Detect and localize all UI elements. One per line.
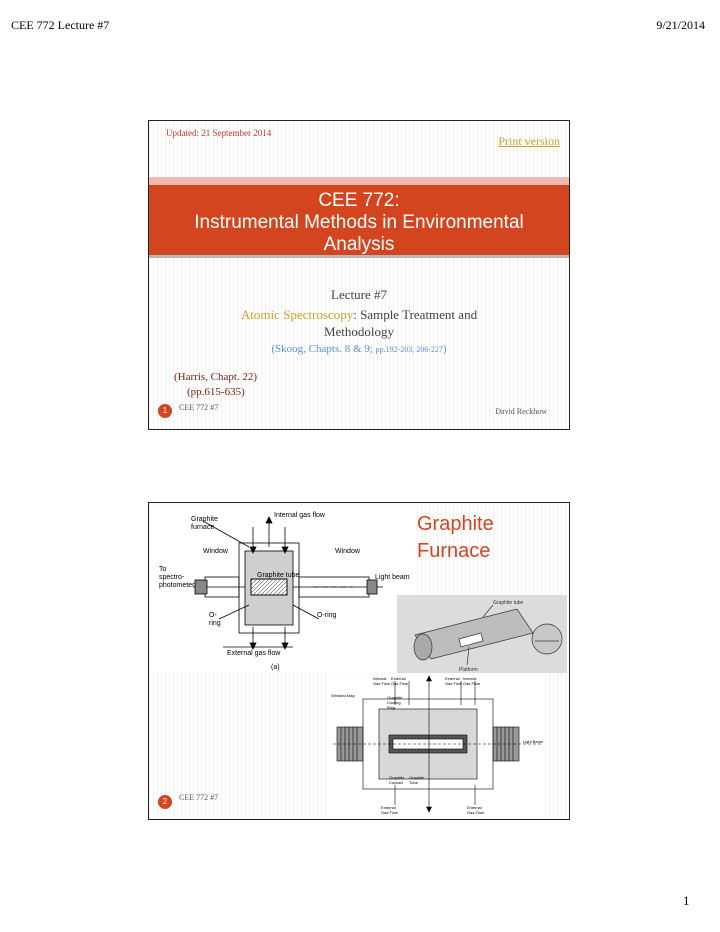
slide-title-line-3: Analysis [323, 234, 395, 255]
label-spectro: spectro- [159, 574, 185, 581]
b-label-contact: Contact [389, 780, 403, 785]
ref-pages: pp.192-203, 206-227 [375, 345, 443, 354]
slide-2 [148, 502, 570, 820]
slide-title-line-2: Furnace [417, 540, 491, 562]
b-label-gas-flow-5: Gas Flow [381, 810, 398, 815]
label-light-beam: Light beam [375, 574, 410, 581]
label-graphite-tube: Graphite tube [257, 572, 300, 579]
slide-number-badge: 2 [158, 795, 172, 809]
label-furnace: furnace [191, 524, 215, 531]
lecture-topic-line-2: Methodology [323, 324, 395, 339]
b-label-tube: Tube [409, 780, 418, 785]
label-external-gas-flow: External gas flow [227, 650, 281, 657]
label-window-right: Window [335, 548, 360, 555]
graphite-furnace-cross-section-diagram [153, 507, 415, 673]
b-label-external-bottom: External [381, 805, 396, 810]
label-graphite: Graphite [191, 516, 218, 523]
b-label-external-bottom-right: External [467, 805, 482, 810]
b-label-light-beam: Light Beam [523, 739, 544, 744]
topic-rest: : Sample Treatment and [353, 307, 478, 322]
skoog-reference [149, 343, 569, 355]
slide-title-line-1: CEE 772: [318, 190, 400, 211]
b-label-external-right: External [445, 676, 460, 681]
b-label-ring: Ring [387, 705, 396, 710]
title-band [149, 185, 569, 258]
label-o-ring-left-2: ring [209, 620, 221, 627]
footer-author: David Reckhow [495, 407, 547, 416]
photo-label-graphite-tube: Graphite tube [493, 600, 524, 606]
ref-open: (Skoog, Chapts. 8 & 9; [271, 343, 376, 355]
title-accent-strip [149, 177, 569, 185]
b-label-gas-flow-3: Gas Flow [445, 681, 462, 686]
header-course-lecture: CEE 772 Lecture #7 [11, 18, 110, 32]
ref-close: ) [442, 343, 447, 355]
b-label-graphite-tube: Graphite [409, 775, 425, 780]
b-label-cooling: Cooling [387, 700, 401, 705]
label-photometer: photometer [159, 582, 195, 589]
b-label-graphite-contact: Graphite [389, 775, 405, 780]
footer-course: CEE 772 #7 [179, 403, 219, 412]
graphite-tube-photo [397, 595, 567, 673]
b-label-gas-flow-1: Gas Flow [373, 681, 390, 686]
footer-course: CEE 772 #7 [179, 793, 219, 802]
b-label-internal-right: Internal [463, 676, 477, 681]
harris-pages: (pp.615-635) [187, 386, 245, 398]
lecture-topic [149, 307, 569, 323]
label-internal-gas-flow: Internal gas flow [274, 512, 325, 519]
label-window-left: Window [203, 548, 228, 555]
graphite-furnace-assembly-diagram [329, 675, 545, 817]
b-label-graphite-cooling: Graphite [387, 695, 403, 700]
slide-title-line-1: Graphite [417, 513, 494, 535]
b-label-gas-flow-2: Gas Flow [391, 681, 408, 686]
slide-number-badge: 1 [158, 404, 172, 418]
b-label-gas-flow-4: Gas Flow [463, 681, 480, 686]
page-number: 1 [683, 893, 690, 908]
b-label-gas-flow-6: Gas Flow [467, 810, 484, 815]
b-label-external: External [391, 676, 406, 681]
lecture-number: Lecture #7 [331, 287, 387, 302]
label-o-ring-left-1: O- [209, 612, 217, 619]
label-to: To [159, 566, 167, 573]
b-label-window-assy: Window Assy [331, 693, 355, 698]
header-date: 9/21/2014 [656, 18, 705, 32]
topic-highlight: Atomic Spectroscopy [240, 307, 354, 322]
print-version-link[interactable]: Print version [498, 134, 560, 148]
label-o-ring-right: O-ring [317, 612, 337, 619]
updated-date: Updated: 21 September 2014 [166, 128, 272, 138]
b-label-internal: Internal [373, 676, 387, 681]
diagram-caption: (a) [271, 664, 280, 671]
slide-title-line-2: Instrumental Methods in Environmental [194, 212, 524, 233]
photo-label-platform: Platform [459, 667, 478, 673]
page-header [0, 18, 720, 38]
harris-reference: (Harris, Chapt. 22) [174, 371, 258, 383]
slide-1 [148, 120, 570, 430]
